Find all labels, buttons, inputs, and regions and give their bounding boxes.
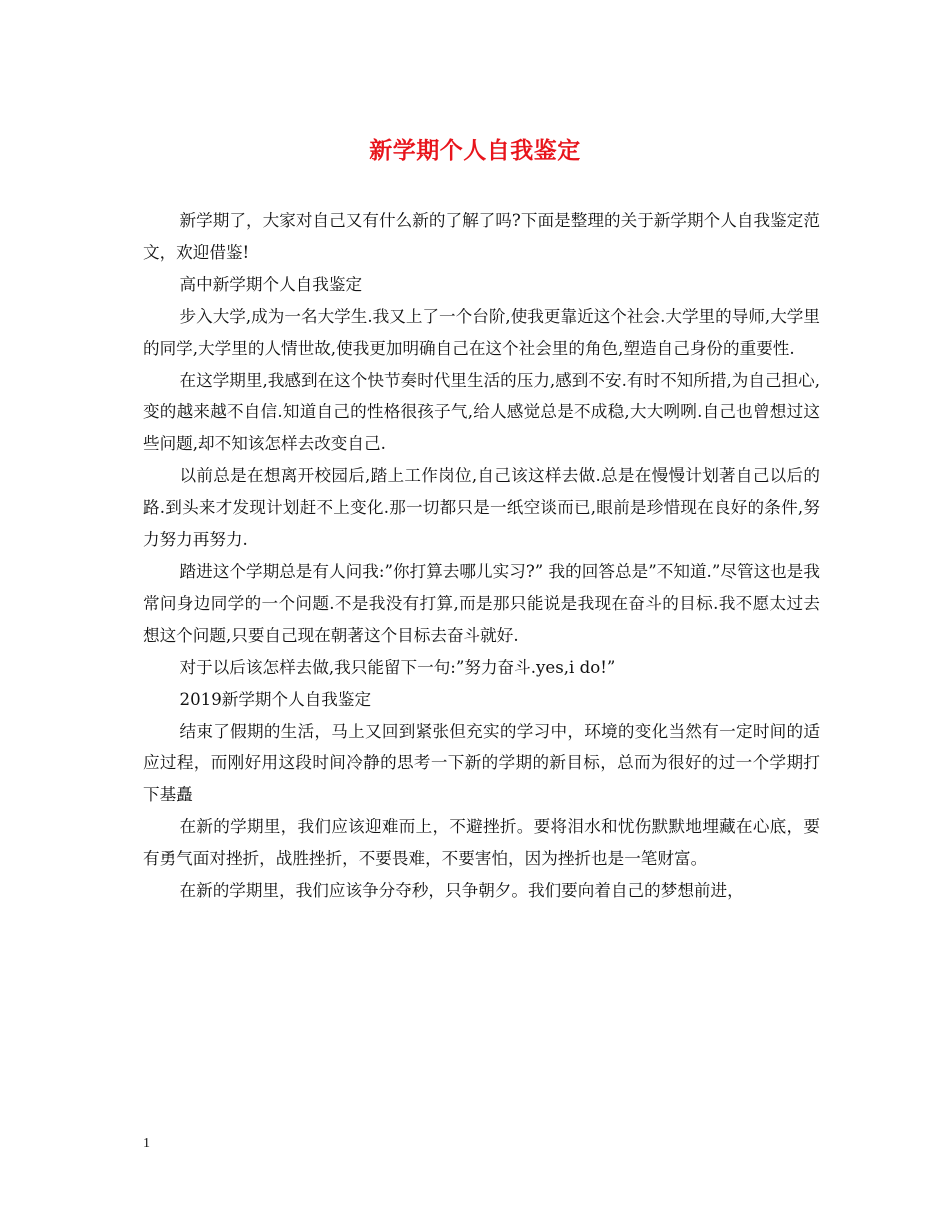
paragraph: 结束了假期的生活，马上又回到紧张但充实的学习中，环境的变化当然有一定时间的适应过程，而刚好用这段时间冷静的思考一下新的学期的新目标，总而为很好的过一个学期打下基矗 [143, 721, 820, 805]
document-body [143, 205, 820, 907]
page-number: 1 [143, 1136, 150, 1151]
paragraph: 步入大学,成为一名大学生.我又上了一个台阶,使我更靠近这个社会.大学里的导师,大学里的同学,大学里的人情世故,使我更加明确自己在这个社会里的角色,塑造自己身份的重要性. [143, 306, 820, 358]
document-title: 新学期个人自我鉴定 [369, 137, 581, 164]
paragraph: 在新的学期里，我们应该迎难而上，不避挫折。要将泪水和忧伤默默地埋藏在心底，要有勇气面对挫折，战胜挫折，不要畏难，不要害怕，因为挫折也是一笔财富。 [143, 817, 820, 869]
paragraph: 以前总是在想离开校园后,踏上工作岗位,自己该这样去做.总是在慢慢计划著自己以后的路.到头来才发现计划赶不上变化.那一切都只是一纸空谈而已,眼前是珍惜现在良好的条件,努力努力再努力. [143, 466, 820, 550]
paragraph-intro: 新学期了，大家对自己又有什么新的了解了吗?下面是整理的关于新学期个人自我鉴定范文，欢迎借鉴! [143, 211, 820, 262]
section-heading: 2019新学期个人自我鉴定 [179, 689, 372, 709]
paragraph: 在这学期里,我感到在这个快节奏时代里生活的压力,感到不安.有时不知所措,为自己担心,变的越来越不自信.知道自己的性格很孩子气,给人感觉总是不成稳,大大咧咧.自己也曾想过这些问题,却不知该怎样去改变自己. [143, 370, 820, 454]
paragraph: 对于以后该怎样去做,我只能留下一句:”努力奋斗.yes,i do!” [179, 657, 616, 677]
paragraph: 在新的学期里，我们应该争分夺秒，只争朝夕。我们要向着自己的梦想前进， [179, 881, 744, 901]
section-heading: 高中新学期个人自我鉴定 [179, 274, 363, 294]
paragraph: 踏进这个学期总是有人问我:”你打算去哪儿实习?” 我的回答总是”不知道.”尽管这也是我常问身边同学的一个问题.不是我没有打算,而是那只能说是我现在奋斗的目标.我不愿太过去想这个问题,只要自己现在朝著这个目标去奋斗就好. [143, 561, 820, 645]
